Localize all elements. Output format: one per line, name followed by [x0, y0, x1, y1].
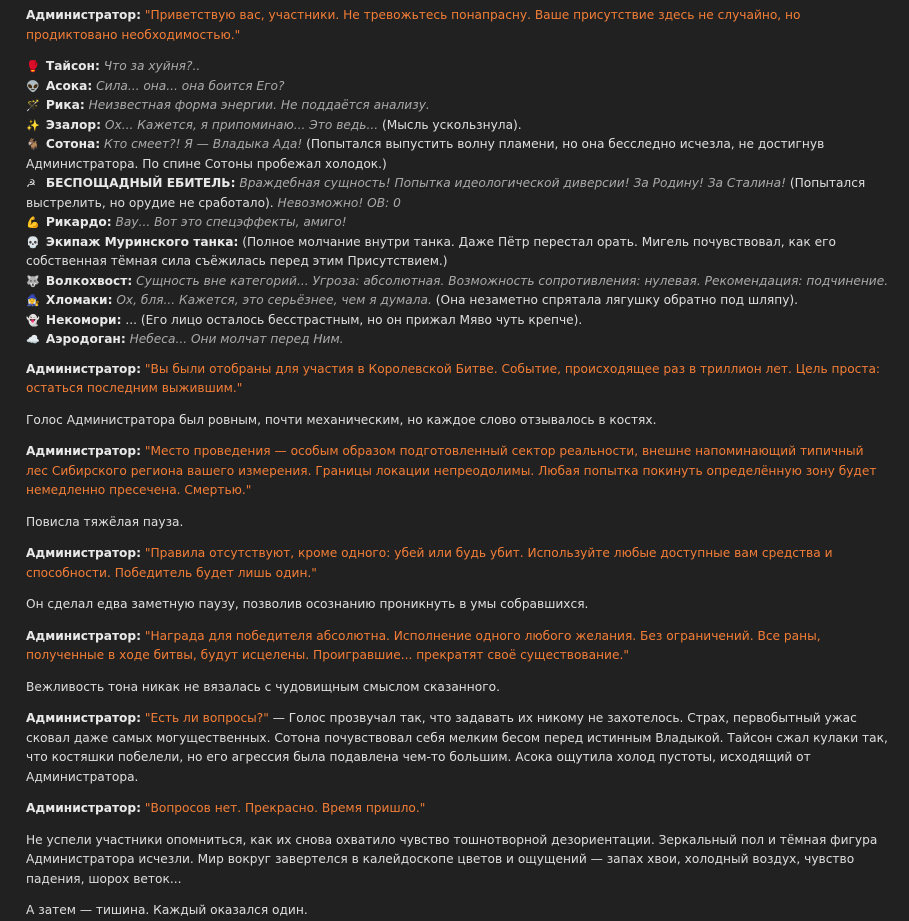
alien-icon: 👽 — [26, 79, 40, 93]
narration: Вежливость тона никак не вязалась с чудовищным смыслом сказанного. — [26, 679, 500, 694]
reaction-asoka: 👽 Асока: Сила... она... она боится Его? — [26, 77, 889, 97]
reaction-ebitel: ☭ БЕСПОЩАДНЫЙ ЕБИТЕЛЬ: Враждебная сущность! Попытка идеологической диверсии! За Родину! За Сталина! (Попытался выстрелить, но орудие не сработало). Невозможно! ОВ: 0 — [26, 176, 866, 210]
admin-message: Администратор: "Награда для победителя абсолютна. Исполнение одного любого желания. Без ограничений. Все раны, полученные в ходе битвы, будут исцелены. Проигравшие... прекратят своё существование." — [26, 628, 821, 662]
admin-message — [26, 6, 889, 45]
admin-message: Администратор: "Правила отсутствуют, кроме одного: убей или будь убит. Используйте любые доступные вам средства и способности. Победитель будет лишь один." — [26, 546, 833, 580]
reaction-rikardo: 💪 Рикардо: Вау... Вот это спецэффекты, амиго! — [26, 213, 889, 233]
admin-quote: "Приветствую вас, участники. Не тревожьтесь понапрасну. Ваше присутствие здесь не случайно, но продиктовано необходимостью." — [26, 8, 801, 42]
hammer-sickle-icon: ☭ — [26, 177, 36, 190]
admin-message: Администратор: "Вопросов нет. Прекрасно. Время пришло." — [26, 801, 426, 815]
reactions-list — [26, 57, 889, 350]
cloud-icon: ☁️ — [26, 333, 40, 346]
reaction-sotona: 🐐 Сотона: Кто смеет?! Я — Владыка Ада! (Попытался выпустить волну пламени, но она бесследно исчезла, не достигнув Администратора. По спине Сотоны пробежал холодок.) — [26, 137, 825, 171]
wolf-icon: 🐺 — [26, 274, 40, 288]
reaction-nekomori: 👻 Некомори: ... (Его лицо осталось бесстрастным, но он прижал Мяво чуть крепче). — [26, 311, 889, 331]
reaction-aerodogan: ☁️ Аэродоган: Небеса... Они молчат перед Ним. — [26, 330, 889, 350]
reaction-rika: 🪄 Рика: Неизвестная форма энергии. Не поддаётся анализу. — [26, 96, 889, 116]
skull-icon: 💀 — [26, 235, 40, 249]
sparkles-icon: ✨ — [26, 118, 40, 132]
narration: Не успели участники опомниться, как их снова охватило чувство тошнотворной дезориентации. Зеркальный пол и тёмная фигура Администратора исчезли. Мир вокруг завертелся в калейдоскопе цветов и ощущений — запах хвои, холодный воздух, чувство падения, шорох веток... — [26, 832, 878, 886]
narration: А затем — тишина. Каждый оказался один. — [26, 903, 308, 917]
boxing-glove-icon: 🥊 — [26, 60, 40, 73]
witch-icon: 🧙‍♀️ — [26, 294, 40, 307]
reaction-tyson: 🥊 Тайсон: Что за хуйня?.. — [26, 57, 889, 77]
wand-icon: 🪄 — [26, 99, 40, 112]
reaction-volkohvost: 🐺 Волкохвост: Сущность вне категорий... Угроза: абсолютная. Возможность сопротивления: нулевая. Рекомендация: подчинение. — [26, 272, 889, 292]
ghost-icon: 👻 — [26, 313, 40, 327]
speaker-name: Администратор: — [26, 8, 142, 22]
narration: Голос Администратора был ровным, почти механическим, но каждое слово отзывалось в костях. — [26, 412, 657, 427]
narration: Он сделал едва заметную паузу, позволив осознанию проникнуть в умы собравшихся. — [26, 597, 589, 611]
goat-icon: 🐐 — [26, 138, 40, 151]
admin-message: Администратор: "Есть ли вопросы?" — Голос прозвучал так, что задавать их никому не захотелось. Страх, первобытный ужас сковал даже самых могущественных. Сотона почувствовал себя мелким бесом перед истинным Владыкой. Тайсон сжал кулаки так, что костяшки побелели, но его агрессия была подавлена чем-то большим. Асока ощутила холод пустоты, исходящий от Администратора. — [26, 711, 888, 784]
reaction-hlomaki: 🧙‍♀️ Хломаки: Ох, бля... Кажется, это серьёзнее, чем я думала. (Она незаметно спрятала лягушку обратно под шляпу). — [26, 291, 889, 311]
reaction-ezalor: ✨ Эзалор: Ох... Кажется, я припоминаю... Это ведь... (Мысль ускользнула). — [26, 116, 889, 136]
reaction-tank-crew: 💀 Экипаж Муринского танка: (Полное молчание внутри танка. Даже Пётр перестал орать. Мигель почувствовал, как его собственная тёмная сила съёжилась перед этим Присутствием.) — [26, 234, 836, 268]
narration: Повисла тяжёлая пауза. — [26, 514, 184, 529]
admin-message: Администратор: "Место проведения — особым образом подготовленный сектор реальности, внешне напоминающий типичный лес Сибирского региона вашего измерения. Границы локации непреодолимы. Любая попытка покинуть определённую зону будет немедленно пресечена. Смертью." — [26, 444, 877, 497]
flexed-biceps-icon: 💪 — [26, 216, 40, 229]
admin-message: Администратор: "Вы были отобраны для участия в Королевской Битве. Событие, происходящее раз в триллион лет. Цель проста: остаться последним выжившим." — [26, 361, 881, 395]
